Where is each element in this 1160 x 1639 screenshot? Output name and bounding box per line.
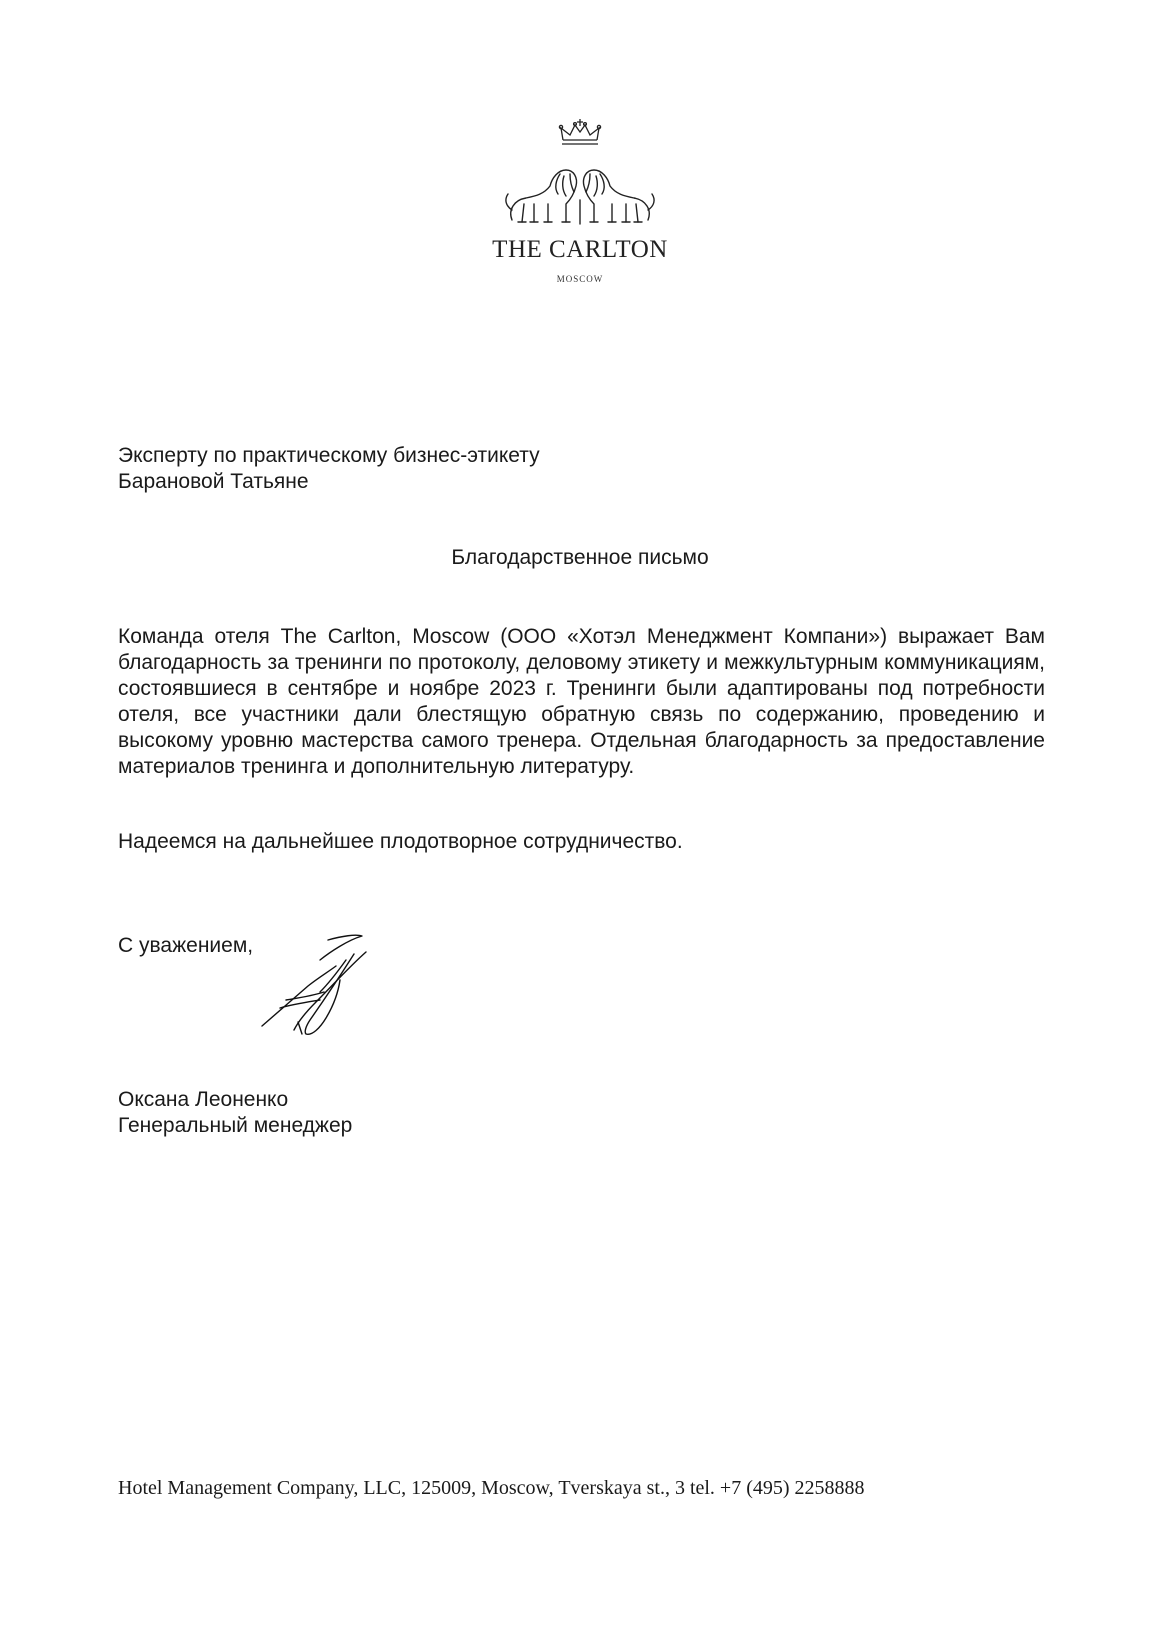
regards: С уважением, — [118, 934, 254, 957]
signature-image — [258, 930, 373, 1042]
brand-city: MOSCOW — [556, 274, 604, 284]
lions-emblem-icon — [500, 160, 660, 232]
brand-name: THE CARLTON — [492, 236, 668, 263]
addressee-title: Эксперту по практическому бизнес-этикету — [118, 444, 540, 467]
signer-position: Генеральный менеджер — [118, 1114, 353, 1137]
letter-title: Благодарственное письмо — [451, 546, 709, 569]
addressee-name: Барановой Татьяне — [118, 470, 309, 493]
signer-name: Оксана Леоненко — [118, 1088, 289, 1111]
signer — [118, 1087, 718, 1139]
letterhead — [0, 118, 1160, 284]
crown-icon — [558, 118, 602, 148]
closing-hope: Надеемся на дальнейшее плодотворное сотрудничество. — [118, 830, 683, 853]
footer-address: Hotel Management Company, LLC, 125009, Moscow, Tverskaya st., 3 tel. +7 (495) 2258888 — [118, 1477, 865, 1499]
letter-body: Команда отеля The Carlton, Moscow (ООО «Хотэл Менеджмент Компани») выражает Вам благодарность за тренинги по протоколу, деловому этикету и межкультурным коммуникациям, состоявшиеся в сентябре и ноябре 2023 г. Тренинги были адаптированы под потребности отеля, все участники дали блестящую обратную связь по содержанию, проведению и высокому уровню мастерства самого тренера. Отдельная благодарность за предоставление материалов тренинга и дополнительную литературу. — [118, 625, 1045, 778]
addressee — [118, 443, 918, 495]
